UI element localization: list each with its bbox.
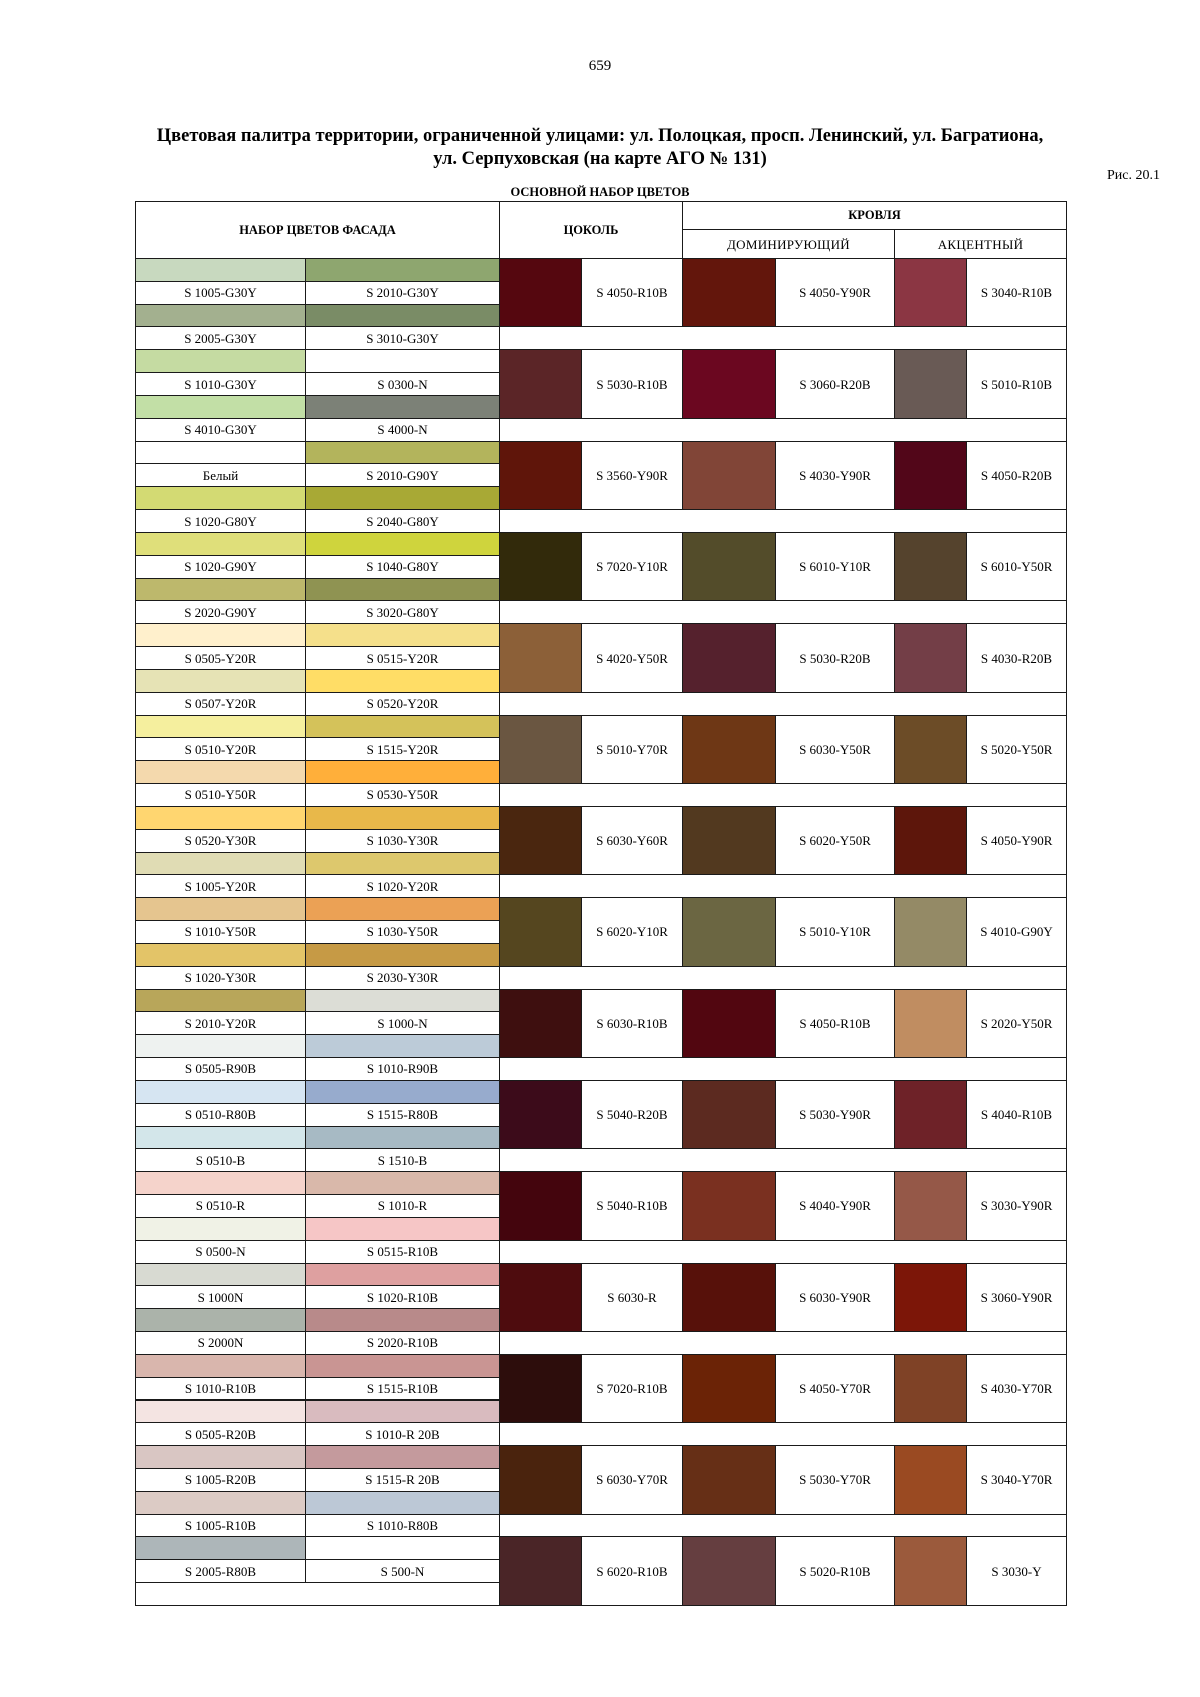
facade-color-code: S 2020-R10B — [305, 1331, 500, 1355]
dominant-color-code: S 5030-R20B — [775, 623, 895, 692]
plinth-swatch — [499, 715, 582, 784]
facade-color-code: S 0520-Y30R — [135, 829, 306, 853]
dominant-swatch — [682, 1536, 776, 1605]
facade-color-code: S 0510-Y20R — [135, 737, 306, 761]
plinth-swatch — [499, 897, 582, 966]
facade-color-code: S 1020-Y20R — [305, 874, 500, 898]
facade-color-code: S 4010-G30Y — [135, 418, 306, 442]
accent-color-code: S 4010-G90Y — [966, 897, 1067, 966]
dominant-swatch — [682, 1080, 776, 1149]
facade-swatch — [305, 623, 500, 647]
dominant-swatch — [682, 1263, 776, 1332]
facade-swatch — [305, 1308, 500, 1332]
facade-swatch — [305, 1171, 500, 1195]
accent-swatch — [894, 441, 967, 510]
facade-color-code: S 1020-G90Y — [135, 555, 306, 579]
facade-color-code: S 2005-G30Y — [135, 326, 306, 350]
title-line-2: ул. Серпуховская (на карте АГО № 131) — [433, 149, 767, 169]
set-separator-row — [499, 600, 1067, 624]
header-dominant: ДОМИНИРУЮЩИЙ — [682, 229, 895, 259]
facade-color-code: S 1010-R — [305, 1194, 500, 1218]
facade-swatch — [305, 395, 500, 419]
dominant-color-code: S 5030-Y90R — [775, 1080, 895, 1149]
facade-swatch — [135, 1308, 306, 1332]
facade-color-code: S 0510-R — [135, 1194, 306, 1218]
facade-swatch — [305, 304, 500, 328]
facade-color-code: S 1020-Y30R — [135, 966, 306, 990]
set-separator-row — [499, 418, 1067, 442]
table-title: ОСНОВНОЙ НАБОР ЦВЕТОВ — [510, 185, 690, 199]
dominant-swatch — [682, 715, 776, 784]
accent-color-code: S 3040-R10B — [966, 258, 1067, 327]
facade-swatch — [305, 1217, 500, 1241]
plinth-swatch — [499, 1354, 582, 1423]
set-separator-row — [499, 966, 1067, 990]
accent-swatch — [894, 1354, 967, 1423]
set-separator-row — [499, 326, 1067, 350]
accent-swatch — [894, 715, 967, 784]
set-separator-row — [499, 692, 1067, 716]
facade-color-code: S 0515-Y20R — [305, 646, 500, 670]
facade-color-code: S 0515-R10B — [305, 1240, 500, 1264]
accent-swatch — [894, 1263, 967, 1332]
facade-color-code: S 2010-G90Y — [305, 463, 500, 487]
facade-swatch — [135, 1034, 306, 1058]
dominant-color-code: S 6030-Y90R — [775, 1263, 895, 1332]
plinth-swatch — [499, 441, 582, 510]
plinth-color-code: S 6020-Y10R — [581, 897, 683, 966]
set-separator-row — [499, 509, 1067, 533]
dominant-color-code: S 4050-R10B — [775, 989, 895, 1058]
facade-swatch — [305, 486, 500, 510]
facade-swatch — [305, 1034, 500, 1058]
facade-swatch — [135, 1445, 306, 1469]
accent-color-code: S 5020-Y50R — [966, 715, 1067, 784]
facade-color-code: S 0530-Y50R — [305, 783, 500, 807]
dominant-color-code: S 6010-Y10R — [775, 532, 895, 601]
facade-swatch — [305, 760, 500, 784]
facade-color-code: S 2010-G30Y — [305, 281, 500, 305]
facade-swatch — [135, 1080, 306, 1104]
facade-swatch — [135, 532, 306, 556]
facade-swatch — [135, 715, 306, 739]
set-separator-row — [499, 1240, 1067, 1264]
plinth-swatch — [499, 1263, 582, 1332]
facade-swatch — [135, 1491, 306, 1515]
facade-swatch — [305, 349, 500, 373]
dominant-color-code: S 5030-Y70R — [775, 1445, 895, 1514]
accent-color-code: S 3060-Y90R — [966, 1263, 1067, 1332]
facade-color-code: S 2040-G80Y — [305, 509, 500, 533]
facade-color-code: S 1030-Y50R — [305, 920, 500, 944]
facade-swatch — [135, 943, 306, 967]
facade-swatch — [135, 669, 306, 693]
plinth-color-code: S 5040-R20B — [581, 1080, 683, 1149]
facade-color-code: S 2000N — [135, 1331, 306, 1355]
dominant-color-code: S 5010-Y10R — [775, 897, 895, 966]
plinth-color-code: S 3560-Y90R — [581, 441, 683, 510]
dominant-swatch — [682, 532, 776, 601]
facade-swatch — [135, 989, 306, 1013]
plinth-color-code: S 4020-Y50R — [581, 623, 683, 692]
dominant-color-code: S 4030-Y90R — [775, 441, 895, 510]
header-facade: НАБОР ЦВЕТОВ ФАСАДА — [135, 201, 500, 259]
dominant-swatch — [682, 806, 776, 875]
facade-color-code: S 2005-R80B — [135, 1559, 306, 1583]
plinth-swatch — [499, 623, 582, 692]
facade-swatch — [135, 578, 306, 602]
accent-color-code: S 2020-Y50R — [966, 989, 1067, 1058]
accent-swatch — [894, 897, 967, 966]
facade-color-code: S 3010-G30Y — [305, 326, 500, 350]
plinth-color-code: S 5040-R10B — [581, 1171, 683, 1240]
facade-swatch — [135, 1400, 306, 1424]
facade-color-code: S 1005-Y20R — [135, 874, 306, 898]
facade-color-code: S 1005-G30Y — [135, 281, 306, 305]
facade-swatch — [305, 1126, 500, 1150]
facade-swatch — [305, 1263, 500, 1287]
facade-swatch — [305, 989, 500, 1013]
plinth-color-code: S 6030-R10B — [581, 989, 683, 1058]
dominant-color-code: S 5020-R10B — [775, 1536, 895, 1605]
facade-color-code: S 1510-B — [305, 1148, 500, 1172]
set-separator-row — [499, 874, 1067, 898]
set-separator-row — [499, 1422, 1067, 1446]
dominant-swatch — [682, 897, 776, 966]
accent-color-code: S 4050-Y90R — [966, 806, 1067, 875]
facade-swatch — [135, 1126, 306, 1150]
accent-swatch — [894, 532, 967, 601]
facade-swatch — [135, 623, 306, 647]
dominant-swatch — [682, 989, 776, 1058]
facade-swatch — [135, 441, 306, 465]
facade-swatch — [135, 304, 306, 328]
dominant-swatch — [682, 441, 776, 510]
set-separator-row — [499, 783, 1067, 807]
plinth-swatch — [499, 1171, 582, 1240]
facade-empty-row — [135, 1582, 500, 1606]
plinth-swatch — [499, 806, 582, 875]
plinth-color-code: S 7020-Y10R — [581, 532, 683, 601]
plinth-color-code: S 5010-Y70R — [581, 715, 683, 784]
facade-color-code: S 1010-R 20B — [305, 1422, 500, 1446]
facade-swatch — [305, 852, 500, 876]
facade-color-code: S 0510-Y50R — [135, 783, 306, 807]
facade-color-code: S 500-N — [305, 1559, 500, 1583]
facade-color-code: S 3020-G80Y — [305, 600, 500, 624]
facade-swatch — [305, 1491, 500, 1515]
accent-swatch — [894, 806, 967, 875]
facade-swatch — [135, 1536, 306, 1560]
plinth-color-code: S 6030-Y60R — [581, 806, 683, 875]
plinth-color-code: S 4050-R10B — [581, 258, 683, 327]
facade-color-code: S 2030-Y30R — [305, 966, 500, 990]
dominant-swatch — [682, 349, 776, 418]
accent-color-code: S 6010-Y50R — [966, 532, 1067, 601]
accent-color-code: S 4030-R20B — [966, 623, 1067, 692]
dominant-color-code: S 3060-R20B — [775, 349, 895, 418]
facade-color-code: S 1030-Y30R — [305, 829, 500, 853]
facade-color-code: S 0507-Y20R — [135, 692, 306, 716]
facade-color-code: S 0520-Y20R — [305, 692, 500, 716]
facade-color-code: S 1515-Y20R — [305, 737, 500, 761]
plinth-swatch — [499, 258, 582, 327]
facade-swatch — [305, 1080, 500, 1104]
set-separator-row — [499, 1057, 1067, 1081]
facade-swatch — [135, 395, 306, 419]
facade-swatch — [135, 1263, 306, 1287]
facade-color-code: S 0510-R80B — [135, 1103, 306, 1127]
accent-color-code: S 4030-Y70R — [966, 1354, 1067, 1423]
facade-color-code: S 1005-R10B — [135, 1514, 306, 1538]
facade-swatch — [305, 258, 500, 282]
dominant-swatch — [682, 1445, 776, 1514]
facade-color-code: Белый — [135, 463, 306, 487]
title-line-1: Цветовая палитра территории, ограниченной улицами: ул. Полоцкая, просп. Ленинский, ул. Багратиона, — [156, 126, 1044, 146]
plinth-swatch — [499, 349, 582, 418]
accent-swatch — [894, 1445, 967, 1514]
facade-swatch — [135, 1217, 306, 1241]
accent-color-code: S 3030-Y90R — [966, 1171, 1067, 1240]
facade-swatch — [305, 715, 500, 739]
dominant-color-code: S 4040-Y90R — [775, 1171, 895, 1240]
facade-color-code: S 1000-N — [305, 1011, 500, 1035]
facade-swatch — [135, 1171, 306, 1195]
facade-swatch — [305, 897, 500, 921]
accent-swatch — [894, 1171, 967, 1240]
dominant-swatch — [682, 623, 776, 692]
accent-swatch — [894, 258, 967, 327]
facade-color-code: S 0505-R90B — [135, 1057, 306, 1081]
facade-swatch — [135, 806, 306, 830]
facade-color-code: S 0510-B — [135, 1148, 306, 1172]
facade-swatch — [135, 258, 306, 282]
facade-swatch — [135, 486, 306, 510]
facade-color-code: S 1010-R80B — [305, 1514, 500, 1538]
set-separator-row — [499, 1331, 1067, 1355]
plinth-color-code: S 6030-R — [581, 1263, 683, 1332]
facade-swatch — [305, 1445, 500, 1469]
facade-swatch — [305, 1400, 500, 1424]
facade-color-code: S 1040-G80Y — [305, 555, 500, 579]
header-roof: КРОВЛЯ — [682, 201, 1067, 230]
facade-swatch — [305, 943, 500, 967]
facade-color-code: S 2010-Y20R — [135, 1011, 306, 1035]
facade-color-code: S 1010-Y50R — [135, 920, 306, 944]
accent-color-code: S 3040-Y70R — [966, 1445, 1067, 1514]
plinth-swatch — [499, 1445, 582, 1514]
accent-swatch — [894, 1080, 967, 1149]
accent-swatch — [894, 1536, 967, 1605]
facade-swatch — [305, 1536, 500, 1560]
plinth-color-code: S 5030-R10B — [581, 349, 683, 418]
facade-color-code: S 0505-R20B — [135, 1422, 306, 1446]
facade-swatch — [305, 1354, 500, 1378]
facade-color-code: S 1515-R10B — [305, 1377, 500, 1401]
facade-color-code: S 1515-R 20B — [305, 1468, 500, 1492]
facade-color-code: S 4000-N — [305, 418, 500, 442]
plinth-color-code: S 6030-Y70R — [581, 1445, 683, 1514]
set-separator-row — [499, 1514, 1067, 1538]
facade-swatch — [305, 532, 500, 556]
facade-swatch — [305, 578, 500, 602]
facade-color-code: S 1010-R90B — [305, 1057, 500, 1081]
facade-color-code: S 1010-R10B — [135, 1377, 306, 1401]
set-separator-row — [499, 1148, 1067, 1172]
plinth-swatch — [499, 989, 582, 1058]
facade-color-code: S 1515-R80B — [305, 1103, 500, 1127]
dominant-swatch — [682, 258, 776, 327]
dominant-color-code: S 4050-Y90R — [775, 258, 895, 327]
facade-swatch — [135, 760, 306, 784]
facade-swatch — [135, 1354, 306, 1378]
figure-label: Рис. 20.1 — [1107, 168, 1160, 183]
facade-swatch — [135, 349, 306, 373]
header-accent: АКЦЕНТНЫЙ — [894, 229, 1067, 259]
facade-color-code: S 0500-N — [135, 1240, 306, 1264]
dominant-color-code: S 6020-Y50R — [775, 806, 895, 875]
accent-swatch — [894, 349, 967, 418]
facade-color-code: S 1005-R20B — [135, 1468, 306, 1492]
plinth-swatch — [499, 1536, 582, 1605]
accent-swatch — [894, 623, 967, 692]
plinth-swatch — [499, 532, 582, 601]
facade-color-code: S 2020-G90Y — [135, 600, 306, 624]
dominant-color-code: S 6030-Y50R — [775, 715, 895, 784]
accent-color-code: S 4040-R10B — [966, 1080, 1067, 1149]
dominant-swatch — [682, 1171, 776, 1240]
facade-swatch — [305, 441, 500, 465]
facade-color-code: S 0505-Y20R — [135, 646, 306, 670]
page-number: 659 — [588, 58, 612, 74]
dominant-swatch — [682, 1354, 776, 1423]
facade-swatch — [305, 806, 500, 830]
accent-swatch — [894, 989, 967, 1058]
facade-swatch — [135, 897, 306, 921]
plinth-color-code: S 7020-R10B — [581, 1354, 683, 1423]
header-plinth: ЦОКОЛЬ — [499, 201, 683, 259]
facade-color-code: S 1000N — [135, 1285, 306, 1309]
plinth-color-code: S 6020-R10B — [581, 1536, 683, 1605]
accent-color-code: S 4050-R20B — [966, 441, 1067, 510]
accent-color-code: S 5010-R10B — [966, 349, 1067, 418]
facade-color-code: S 1010-G30Y — [135, 372, 306, 396]
facade-swatch — [135, 852, 306, 876]
facade-swatch — [305, 669, 500, 693]
facade-color-code: S 0300-N — [305, 372, 500, 396]
facade-color-code: S 1020-R10B — [305, 1285, 500, 1309]
facade-color-code: S 1020-G80Y — [135, 509, 306, 533]
plinth-swatch — [499, 1080, 582, 1149]
accent-color-code: S 3030-Y — [966, 1536, 1067, 1605]
dominant-color-code: S 4050-Y70R — [775, 1354, 895, 1423]
